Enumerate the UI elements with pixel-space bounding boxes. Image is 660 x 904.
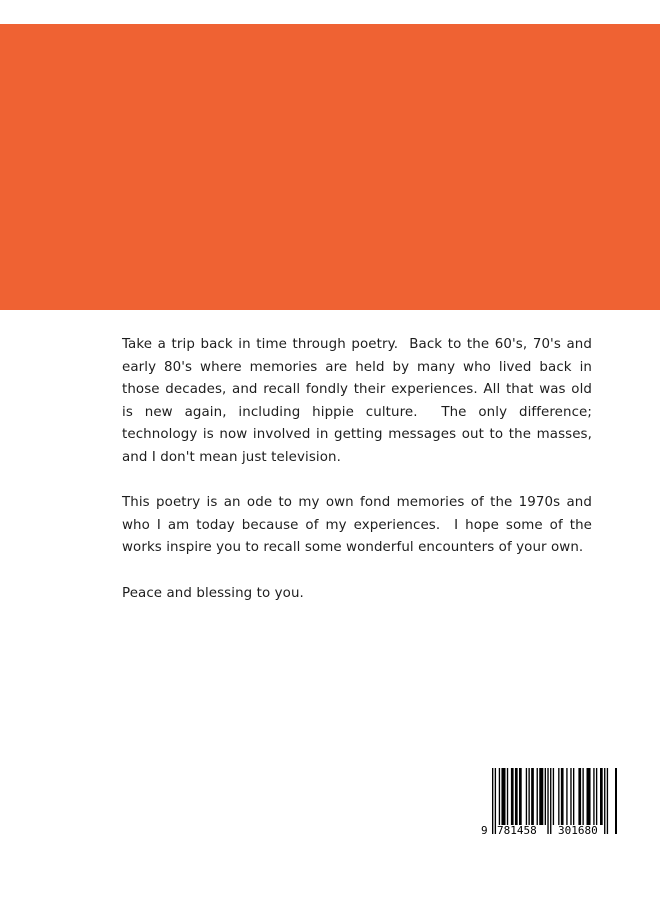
barcode-bar <box>570 768 571 825</box>
barcode-left-digits: 781458 <box>497 824 537 837</box>
barcode-bar <box>596 768 597 825</box>
barcode-bar <box>615 768 617 834</box>
barcode-bar <box>593 768 594 825</box>
blurb-paragraph-1: Take a trip back in time through poetry. Back to the 60's, 70's and early 80's where memories are held by many who lived back in those decades, and recall fondly their experiences. All that was old is new again, including hippie culture. The only difference; technology is now involved in getting messages out to the masses, and I don't mean just television. <box>122 337 597 465</box>
barcode-bar <box>526 768 527 825</box>
barcode-bar <box>531 768 534 825</box>
barcode-bar <box>566 768 567 825</box>
barcode-bar <box>553 768 554 825</box>
barcode-bar <box>539 768 543 825</box>
barcode-bar <box>561 768 564 825</box>
barcode-bar <box>511 768 514 825</box>
barcode-bar <box>607 768 608 834</box>
back-cover-blurb <box>122 334 597 628</box>
barcode-bar <box>600 768 603 825</box>
barcode-bar <box>550 768 551 834</box>
barcode-right-digits: 301680 <box>558 824 598 837</box>
barcode-bar <box>492 768 493 834</box>
barcode-bar <box>515 768 518 825</box>
barcode-bar <box>578 768 581 825</box>
barcode-bar <box>499 768 500 825</box>
barcode-bar <box>545 768 546 825</box>
barcode-bar <box>537 768 538 825</box>
barcode-bar <box>558 768 559 825</box>
barcode-bar <box>587 768 591 825</box>
barcode-bar <box>495 768 496 834</box>
barcode-prefix-digit: 9 <box>481 824 488 837</box>
barcode-bar <box>501 768 505 825</box>
blurb-paragraph-3: Peace and blessing to you. <box>122 585 304 601</box>
barcode-bar <box>573 768 574 825</box>
barcode-bar <box>519 768 522 825</box>
cover-color-band <box>0 24 660 310</box>
barcode-bar <box>582 768 583 825</box>
barcode-graphic <box>478 764 622 840</box>
blurb-paragraph-2: This poetry is an ode to my own fond memories of the 1970s and who I am today because of my experiences. I hope some of the works inspire you to recall some wonderful encounters of your own. <box>122 495 597 556</box>
barcode-bar <box>604 768 605 834</box>
barcode-bar <box>528 768 529 825</box>
barcode-bar <box>507 768 508 825</box>
isbn-barcode <box>478 764 622 840</box>
barcode-bar <box>547 768 548 834</box>
